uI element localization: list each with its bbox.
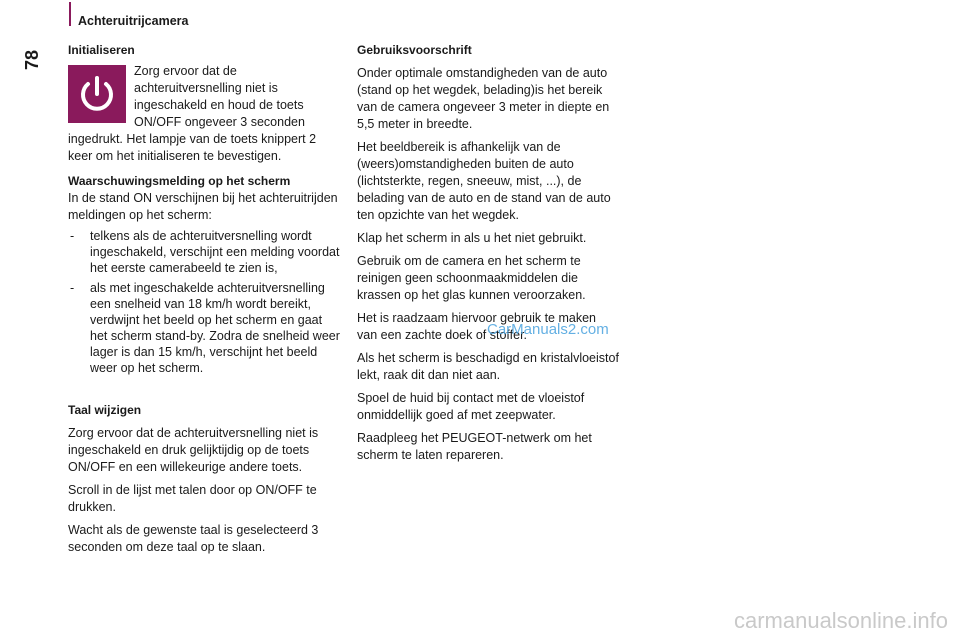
usage-paragraph: Als het scherm is beschadigd en kristalvloeistof lekt, raak dit dan niet aan.	[357, 351, 619, 382]
init-paragraph: Zorg ervoor dat de achteruitversnelling niet is ingeschakeld en houd de toets ON/OFF ongeveer 3 seconden ingedrukt. Het lampje van de toets knippert 2 keer om het initialiseren te bevestigen.	[68, 64, 317, 163]
usage-paragraph: Het is raadzaam hiervoor gebruik te maken van een zachte doek of stoffer.	[357, 311, 597, 342]
usage-paragraph: Raadpleeg het PEUGEOT-netwerk om het scherm te laten repareren.	[357, 431, 592, 462]
power-icon	[68, 65, 126, 123]
watermark-carmanuals2[interactable]: CarManuals2.com	[487, 321, 609, 338]
page-number	[22, 14, 44, 70]
watermark-carmanualsonline[interactable]: carmanualsonline.info	[733, 608, 948, 633]
page-number-text: 78	[22, 49, 42, 70]
language-paragraph: Zorg ervoor dat de achteruitversnelling niet is ingeschakeld en druk gelijktijdig op de toets ON/OFF en een willekeurige andere toets.	[68, 426, 319, 474]
language-paragraph: Wacht als de gewenste taal is geselecteerd 3 seconden om deze taal op te slaan.	[68, 523, 319, 554]
list-item: - als met ingeschakelde achteruitversnelling een snelheid van 18 km/h wordt bereikt, verdwijnt het beeld op het scherm en gaat het scherm stand-by. Zodra de snelheid weer lager is dan 15 km/h, verschijnt het beeld weer op het scherm.	[68, 280, 342, 376]
section-heading-gebruiksvoorschrift: Gebruiksvoorschrift	[357, 43, 472, 57]
usage-paragraph: Onder optimale omstandigheden van de auto (stand op het wegdek, belading)is het bereik van de camera ongeveer 3 meter in diepte en 5,5 meter in breedte.	[357, 66, 610, 131]
usage-paragraph: Spoel de huid bij contact met de vloeistof onmiddellijk goed af met zeepwater.	[357, 391, 585, 422]
init-block	[68, 63, 342, 165]
right-column	[357, 42, 619, 464]
section-heading-initialiseren: Initialiseren	[68, 43, 135, 57]
page-header-title: Achteruitrijcamera	[78, 14, 189, 28]
warning-intro: In de stand ON verschijnen bij het achteruitrijden meldingen op het scherm:	[68, 191, 338, 222]
header-accent-bar	[69, 2, 71, 26]
left-column	[68, 42, 342, 556]
list-item: - telkens als de achteruitversnelling wordt ingeschakeld, verschijnt een melding voordat het eerste camerabeeld te zien is,	[68, 228, 342, 276]
usage-paragraph: Gebruik om de camera en het scherm te reinigen geen schoonmaakmiddelen die krassen op het glas kunnen veroorzaken.	[357, 254, 586, 302]
section-heading-waarschuwing: Waarschuwingsmelding op het scherm	[68, 174, 291, 188]
language-paragraph: Scroll in de lijst met talen door op ON/OFF te drukken.	[68, 483, 317, 514]
section-heading-taal: Taal wijzigen	[68, 403, 142, 417]
usage-paragraph: Het beeldbereik is afhankelijk van de (weers)omstandigheden buiten de auto (lichtsterkte, regen, sneeuw, mist, ...), de belading van de auto en de stand van de auto ten opzichte van het wegdek.	[357, 140, 611, 222]
warning-list	[68, 228, 342, 376]
usage-paragraph: Klap het scherm in als u het niet gebruikt.	[357, 231, 587, 245]
